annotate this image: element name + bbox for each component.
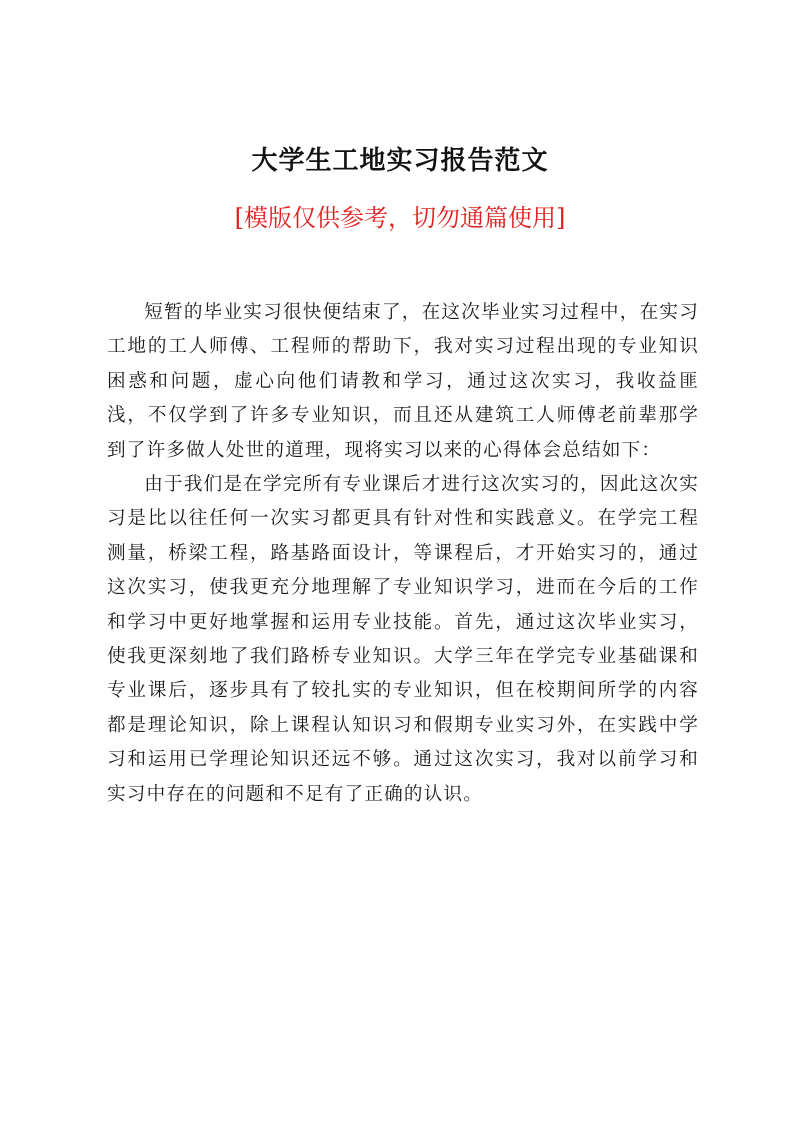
document-body (107, 296, 699, 812)
template-notice: [模版仅供参考，切勿通篇使用] (234, 204, 566, 232)
document-title: 大学生工地实习报告范文 (251, 146, 549, 176)
paragraph-1: 短暂的毕业实习很快便结束了，在这次毕业实习过程中，在实习工地的工人师傅、工程师的帮助下，我对实习过程出现的专业知识困惑和问题，虚心向他们请教和学习，通过这次实习，我收益匪浅，不仅学到了许多专业知识，而且还从建筑工人师傅老前辈那学到了许多做人处世的道理，现将实习以来的心得体会总结如下： (107, 302, 699, 461)
paragraph-2: 由于我们是在学完所有专业课后才进行这次实习的，因此这次实习是比以往任何一次实习都更具有针对性和实践意义。在学完工程测量，桥梁工程，路基路面设计，等课程后，才开始实习的，通过这次实习，使我更充分地理解了专业知识学习，进而在今后的工作和学习中更好地掌握和运用专业技能。首先，通过这次毕业实习，使我更深刻地了我们路桥专业知识。大学三年在学完专业基础课和专业课后，逐步具有了较扎实的专业知识，但在校期间所学的内容都是理论知识，除上课程认知识习和假期专业实习外，在实践中学习和运用已学理论知识还远不够。通过这次实习，我对以前学习和实习中存在的问题和不足有了正确的认识。 (107, 474, 699, 805)
